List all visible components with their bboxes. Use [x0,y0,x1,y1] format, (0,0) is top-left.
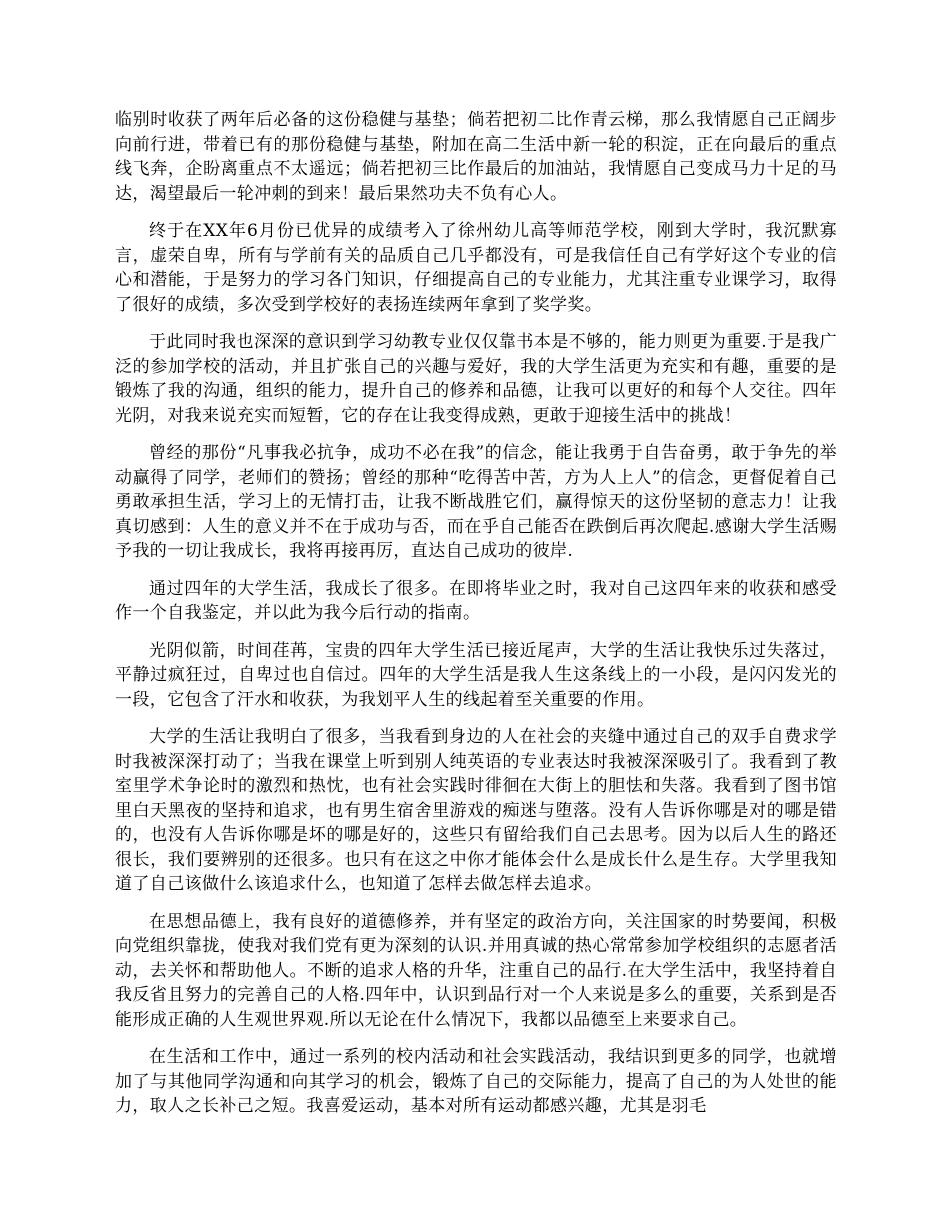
paragraph-1: 临别时收获了两年后必备的这份稳健与基垫；倘若把初二比作青云梯，那么我情愿自己正阔步向前行进，带着已有的那份稳健与基垫，附加在高二生活中新一轮的积淀，正在向最后的重点线飞奔，企盼离重点不太遥远；倘若把初三比作最后的加油站，我情愿自己变成马力十足的马达，渴望最后一轮冲刺的到来！最后果然功夫不负有心人。 [115,110,837,204]
document-page [115,108,837,1132]
paragraph-9: 在生活和工作中，通过一系列的校内活动和社会实践活动，我结识到更多的同学，也就增加了与其他同学沟通和向其学习的机会，锻炼了自己的交际能力，提高了自己的为人处世的能力，取人之长补己之短。我喜爱运动，基本对所有运动都感兴趣，尤其是羽毛 [115,1047,837,1116]
paragraph-7: 大学的生活让我明白了很多，当我看到身边的人在社会的夹缝中通过自己的双手自费求学时我被深深打动了；当我在课堂上听到别人纯英语的专业表达时我被深深吸引了。我看到了教室里学术争论时的激烈和热忱，也有社会实践时徘徊在大街上的胆怯和失落。我看到了图书馆里白天黑夜的坚持和追求，也有男生宿舍里游戏的痴迷与堕落。没有人告诉你哪是对的哪是错的，也没有人告诉你哪是坏的哪是好的，这些只有留给我们自己去思考。因为以后人生的路还很长，我们要辨别的还很多。也只有在这之中你才能体会什么是成长什么是生存。大学里我知道了自己该做什么该追求什么，也知道了怎样去做怎样去追求。 [115,727,837,894]
paragraph-5: 通过四年的大学生活，我成长了很多。在即将毕业之时，我对自己这四年来的收获和感受作一个自我鉴定，并以此为我今后行动的指南。 [115,578,837,623]
paragraph-4: 曾经的那份“凡事我必抗争，成功不必在我”的信念，能让我勇于自告奋勇，敢于争先的举动赢得了同学，老师们的赞扬；曾经的那种“吃得苦中苦，方为人上人”的信念，更督促着自己勇敢承担生活，学习上的无情打击，让我不断战胜它们，赢得惊天的这份坚韧的意志力！让我真切感到：人生的意义并不在于成功与否，而在乎自己能否在跌倒后再次爬起.感谢大学生活赐予我的一切让我成长，我将再接再厉，直达自己成功的彼岸. [115,443,837,561]
paragraph-8: 在思想品德上，我有良好的道德修养，并有坚定的政治方向，关注国家的时势要闻，积极向党组织靠拢，使我对我们党有更为深刻的认识.并用真诚的热心常常参加学校组织的志愿者活动，去关怀和帮助他人。不断的追求人格的升华，注重自己的品行.在大学生活中，我坚持着自我反省且努力的完善自己的人格.四年中，认识到品行对一个人来说是多么的重要，关系到是否能形成正确的人生观世界观.所以无论在什么情况下，我都以品德至上来要求自己。 [115,911,837,1030]
paragraph-6: 光阴似箭，时间荏苒，宝贵的四年大学生活已接近尾声，大学的生活让我快乐过失落过，平静过疯狂过，自卑过也自信过。四年的大学生活是我人生这条线上的一小段，是闪闪发光的一段，它包含了汗水和收获，为我划平人生的线起着至关重要的作用。 [115,640,837,710]
paragraph-2: 终于在XX年6月份已优异的成绩考入了徐州幼儿高等师范学校，刚到大学时，我沉默寡言，虚荣自卑，所有与学前有关的品质自己几乎都没有，可是我信任自己有学好这个专业的信心和潜能，于是努力的学习各门知识，仔细提高自己的专业能力，尤其注重专业课学习，取得了很好的成绩，多次受到学校好的表扬连续两年拿到了奖学奖。 [115,221,837,315]
paragraph-3: 于此同时我也深深的意识到学习幼教专业仅仅靠书本是不够的，能力则更为重要.于是我广泛的参加学校的活动，并且扩张自己的兴趣与爱好，我的大学生活更为充实和有趣，重要的是锻炼了我的沟通，组织的能力，提升自己的修养和品德，让我可以更好的和每个人交往。四年光阴，对我来说充实而短暂，它的存在让我变得成熟，更敢于迎接生活中的挑战！ [115,332,837,426]
